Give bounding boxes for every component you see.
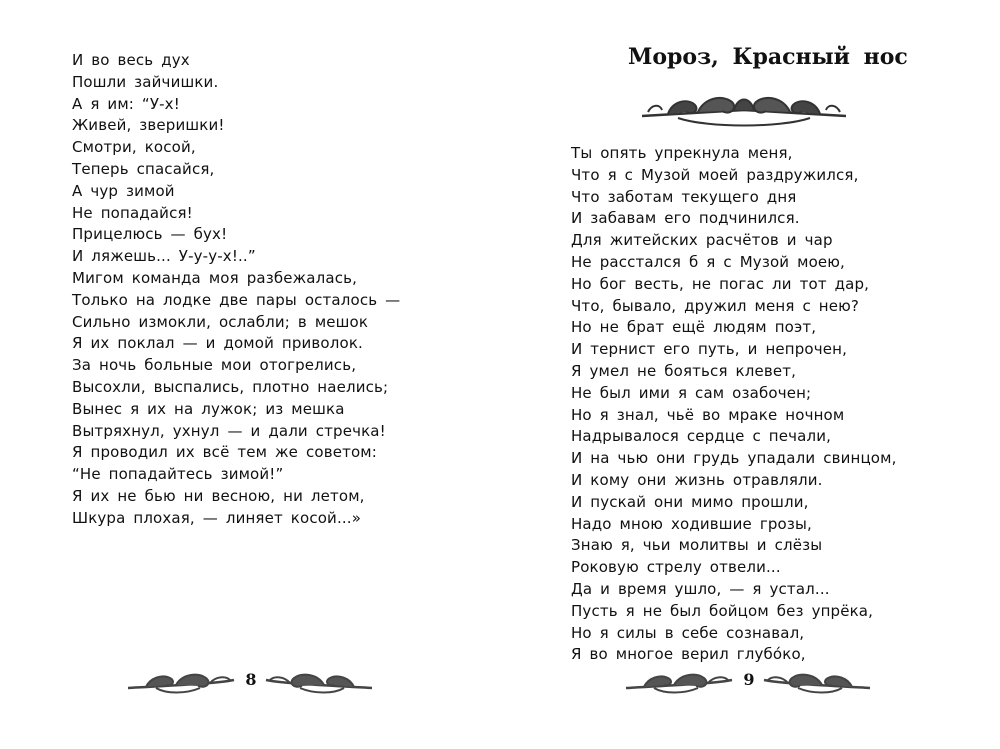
verse-line: Высохли, выспались, плотно наелись; (72, 377, 389, 396)
verse-line: А чур зимой (72, 181, 175, 200)
verse-line: Сильно измокли, ослабли; в мешок (72, 312, 369, 331)
verse-line: Я их поклал — и домой приволок. (72, 334, 363, 353)
verse-line: Я во многое верил глубо́ко, (571, 645, 806, 664)
verse-line: Ты опять упрекнула меня, (571, 144, 793, 162)
verse-line: И на чью они грудь упадали свинцом, (571, 449, 897, 468)
verse-line: Но я знал, чьё во мраке ночном (571, 405, 845, 424)
verse-line: Пусть я не был бойцом без упрёка, (571, 601, 874, 620)
poem-title: Мороз, Красный нос (628, 44, 908, 70)
verse-line: За ночь больные мои отогрелись, (72, 356, 357, 375)
verse-line: Знаю я, чьи молитвы и слёзы (571, 536, 823, 555)
verse-line: Я умел не бояться клевет, (571, 361, 797, 380)
footer-ornament-right-icon (264, 668, 374, 696)
verse-line: Шкура плохая, — линяет косой...» (72, 508, 362, 527)
footer-ornament-left-icon (126, 668, 236, 696)
verse-line: И пускай они мимо прошли, (571, 492, 809, 511)
left-page-footer (126, 668, 376, 698)
verse-line: Да и время ушло, — я устал... (571, 579, 830, 598)
right-verse (571, 143, 897, 666)
verse-line: Прицелюсь — бух! (72, 225, 228, 244)
verse-line: А я им: “У-х! (72, 94, 180, 113)
verse-line: Вынес я их на лужок; из мешка (72, 399, 345, 418)
verse-line: Смотри, косой, (72, 138, 196, 157)
verse-line: Живей, зверишки! (72, 116, 225, 135)
verse-line: Я их не бью ни весною, ни летом, (72, 486, 365, 505)
verse-line: Но не брат ещё людям поэт, (571, 318, 817, 337)
right-page-footer (624, 668, 874, 698)
verse-line: И тернист его путь, и непрочен, (571, 340, 848, 359)
verse-line: Роковую стрелу отвели... (571, 558, 781, 577)
page-number: 9 (743, 670, 755, 689)
verse-line: Что заботам текущего дня (571, 187, 797, 206)
verse-line: И кому они жизнь отравляли. (571, 470, 823, 489)
footer-ornament-left-icon (624, 668, 734, 696)
verse-line: Не расстался б я с Музой моею, (571, 252, 845, 271)
verse-line: И забавам его подчинился. (571, 209, 800, 228)
left-verse (72, 50, 400, 530)
verse-line: Но бог весть, не погас ли тот дар, (571, 274, 870, 293)
right-page (500, 0, 1000, 749)
verse-line: Не попадайся! (72, 203, 193, 222)
verse-line: Вытряхнул, ухнул — и дали стречка! (72, 421, 386, 440)
verse-line: Пошли зайчишки. (72, 72, 219, 91)
verse-line: Что я с Музой моей раздружился, (571, 165, 859, 184)
verse-line: Но я силы в себе сознавал, (571, 623, 805, 642)
verse-line: Я проводил их всё тем же советом: (72, 443, 377, 462)
title-ornament-icon (638, 90, 850, 130)
footer-ornament-right-icon (762, 668, 872, 696)
verse-line: Надрывалося сердце с печали, (571, 427, 832, 446)
page-number: 8 (245, 670, 257, 689)
verse-line: Надо мною ходившие грозы, (571, 514, 812, 533)
verse-line: “Не попадайтесь зимой!” (72, 465, 284, 484)
verse-line: Не был ими я сам озабочен; (571, 383, 812, 402)
verse-line: И ляжешь... У-у-у-х!..” (72, 247, 256, 266)
verse-line: Для житейских расчётов и чар (571, 231, 833, 250)
verse-line: Что, бывало, дружил меня с нею? (571, 296, 859, 315)
verse-line: Мигом команда моя разбежалась, (72, 268, 358, 287)
verse-line: Только на лодке две пары осталось — (72, 290, 401, 309)
verse-line: И во весь дух (72, 51, 190, 69)
verse-line: Теперь спасайся, (72, 159, 215, 178)
